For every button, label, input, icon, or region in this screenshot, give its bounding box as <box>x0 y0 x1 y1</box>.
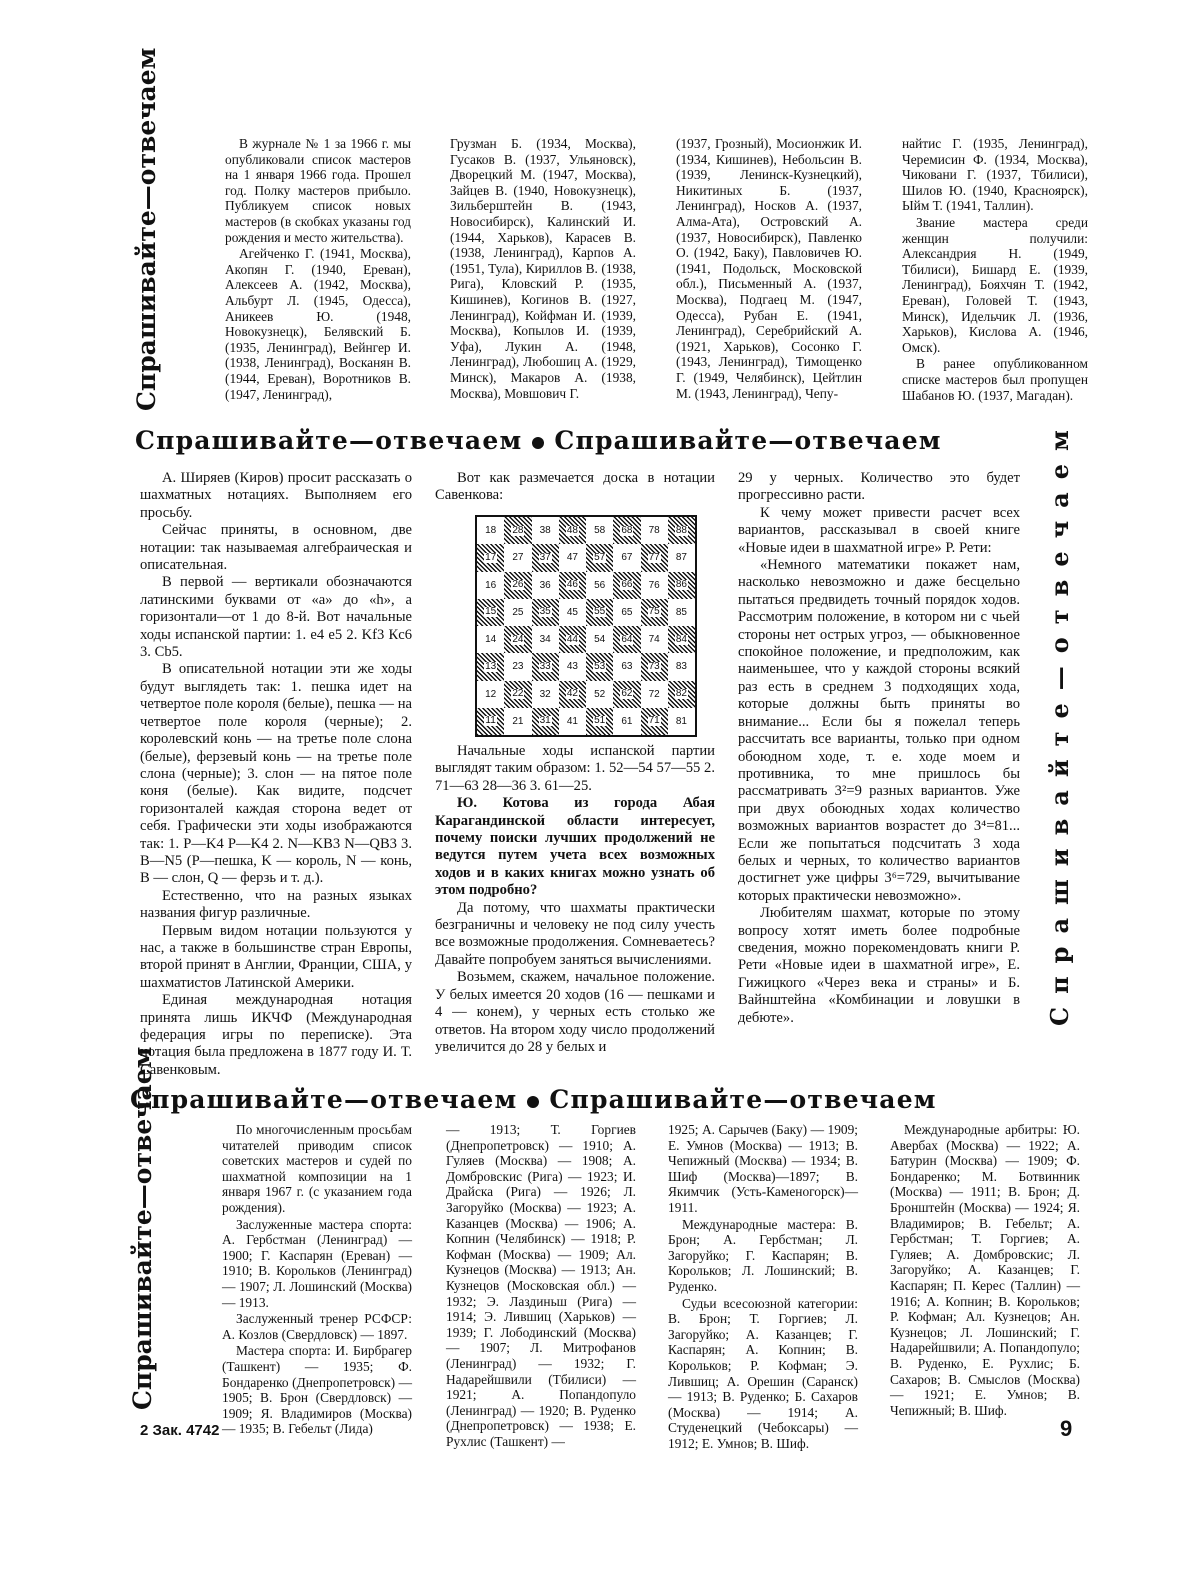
bottom-col-2 <box>446 1122 636 1450</box>
paragraph: Международные арбитры: Ю. Авербах (Москва) — 1922; А. Батурин (Москва) — 1909; Ф. Бондаренко; М. Ботвинник (Москва) — 1911; В. Брон; Д. Бронштейн (Москва) — 1924; Я. Владимиров; В. Гебельт; А. Гербстман; Т. Горгиев; А. Гуляев; А. Домбровскис; Л. Загоруйко; А. Казанцев; Г. Каспарян; П. Керес (Таллин) — 1916; А. Копнин; В. Корольков; Р. Кофман; Ал. Кузнецов; Ан. Кузнецов; Л. Лошинский; Г. Надарейшвили; А. Попандопуло; В. Руденко, Е. Рухлис; Б. Сахаров; В. Смыслов (Москва) — 1921; Е. Умнов; В. Чепижный; В. Шиф. <box>890 1122 1080 1418</box>
board-square <box>668 708 695 735</box>
square-label: 12 <box>485 688 497 700</box>
paragraph: Заслуженный тренер РСФСР: А. Козлов (Свердловск) — 1897. <box>222 1311 412 1342</box>
board-square <box>641 626 668 653</box>
board-square <box>586 572 613 599</box>
square-label: 74 <box>648 634 660 646</box>
square-label: 23 <box>512 661 524 673</box>
board-square <box>668 544 695 571</box>
paragraph: Возьмем, скажем, начальное положение. У белых имеется 20 ходов (16 — пешками и 4 — конем), у черных есть столько же ответов. На втором ходу число продолжений увеличится до 28 у белых и <box>435 969 715 1055</box>
top-col1-intro: В журнале № 1 за 1966 г. мы опубликовали список мастеров на 1 января 1966 года. Прошел год. Полку мастеров прибыло. Публикуем список новых мастеров (в скобках указаны год рождения и место жительства). <box>225 136 411 245</box>
square-label: 11 <box>485 715 496 727</box>
square-label: 68 <box>621 524 633 536</box>
board-square <box>504 653 531 680</box>
board-square <box>532 599 559 626</box>
board-square <box>641 681 668 708</box>
bullet-icon <box>532 437 544 449</box>
square-label: 28 <box>512 524 524 536</box>
board-square <box>559 708 586 735</box>
paragraph: Да потому, что шахматы практически безграничны и человеку не под силу учесть все возможные продолжения. Сомневаетесь? Давайте попробуем заняться вычислениями. <box>435 899 715 968</box>
paragraph: К чему может привести расчет всех вариантов, рассказывал в своей книге «Новые идеи в шахматной игре» Р. Рети: <box>738 504 1020 556</box>
square-label: 36 <box>539 579 551 591</box>
board-square <box>477 708 504 735</box>
board-square <box>668 572 695 599</box>
board-square <box>477 653 504 680</box>
top-col-1 <box>225 136 411 403</box>
square-label: 83 <box>675 661 687 673</box>
square-label: 76 <box>648 579 660 591</box>
board-square <box>504 626 531 653</box>
board-square <box>559 681 586 708</box>
bottom-col-4 <box>890 1122 1080 1419</box>
paragraph: По многочисленным просьбам читателей приводим список советских мастеров и судей по шахматной композиции на 1 января 1967 г. (с указанием года рождения). <box>222 1122 412 1215</box>
top-col-3 <box>676 136 862 402</box>
board-square <box>559 572 586 599</box>
top-col4-women: Звание мастера среди женщин получили: Александрия Н. (1949, Тбилиси), Бишард Е. (1939, Ленинград), Бояхчян Т. (1942, Ереван), Головей Т. (1943, Минск), Идельчик Л. (1936, Харьков), Кислова А. (1946, Омск). <box>902 214 1088 355</box>
top-col4-list: найтис Г. (1935, Ленинград), Черемисин Ф. (1934, Москва), Чиковани Г. (1937, Тбилиси), Шилов Ю. (1940, Красноярск), Ыйм Т. (1941, Таллин). <box>902 136 1088 214</box>
square-label: 17 <box>485 551 497 563</box>
paragraph: В описательной нотации эти же ходы будут выглядеть так: 1. пешка идет на четвертое поле короля (белые), пешка — на четвертое поле короля (черные); 2. королевский конь — на третье поле слона (белые), ферзевый конь — на третье поле слона (черные); 3. слон — на пятое поле коня (белые). Как видите, подсчет горизонталей каждая сторона ведет от себя. Графически эти ходы изображаются так: 1. P—K4 P—K4 2. N—KB3 N—QB3 3. B—N5 (P—пешка, K — король, N — конь, B — слон, Q — ферзь и т. д.). <box>140 661 412 887</box>
square-label: 15 <box>485 606 497 618</box>
board-square <box>532 626 559 653</box>
board-square <box>668 653 695 680</box>
side-label-text: Спрашивайте—отвечаем <box>1045 417 1074 1026</box>
paragraph: Судьи всесоюзной категории: В. Брон; Т. Горгиев; Л. Загоруйко; А. Казанцев; Г. Каспарян; А. Копнин; В. Корольков; Р. Кофман; Э. Лившиц; А. Орешин (Саранск) — 1913; В. Руденко; Б. Сахаров (Москва) — 1914; А. Студенецкий (Чебоксары) —1912; Е. Умнов; В. Шиф. <box>668 1295 858 1451</box>
board-square <box>668 599 695 626</box>
middle-question-1: А. Ширяев (Киров) просит рассказать о шахматных нотациях. Выполняем его просьбу. <box>140 470 412 521</box>
square-label: 64 <box>621 633 633 645</box>
square-label: 73 <box>648 660 660 672</box>
board-square <box>477 681 504 708</box>
page-number: 9 <box>1060 1416 1073 1441</box>
side-label-right <box>1045 417 1074 1042</box>
square-label: 38 <box>539 525 551 537</box>
side-label-top-left <box>132 47 161 411</box>
top-col3-list: (1937, Грозный), Мосионжик И. (1934, Кишинев), Небольсин В. (1939, Ленинск-Кузнецкий), Никитиных Б. (1937, Ленинград), Носков А. (1937, Алма-Ата), Островский А. (1937, Новосибирск), Павленко О. (1942, Баку), Павловичев Ю. (1941, Подольск, Московской обл.), Письменный А. (1937, Москва), Подгаец М. (1947, Одесса), Рубан Е. (1941, Ленинград), Серебрийский А. (1921, Харьков), Сосонко Г. (1943, Ленинград), Тимощенко Г. (1949, Челябинск), Цейтлин М. (1943, Ленинград), Чепу- <box>676 136 862 401</box>
chess-board-diagram <box>475 515 697 737</box>
square-label: 21 <box>512 715 524 727</box>
square-label: 86 <box>675 579 687 591</box>
board-square <box>532 653 559 680</box>
board-square <box>641 708 668 735</box>
square-label: 27 <box>512 552 524 564</box>
top-col-4 <box>902 136 1088 404</box>
square-label: 71 <box>648 715 660 727</box>
board-square <box>668 626 695 653</box>
board-square <box>477 626 504 653</box>
middle-col-3 <box>738 470 1020 1027</box>
square-label: 41 <box>566 715 578 727</box>
square-label: 85 <box>675 606 687 618</box>
board-square <box>613 572 640 599</box>
square-label: 84 <box>675 633 687 645</box>
paragraph: Первым видом нотации пользуются у нас, а также в большинстве стран Европы, второй принят в Англии, Франции, США, у шахматистов Латинской Америки. <box>140 922 412 991</box>
bottom-col-3 <box>668 1122 858 1452</box>
board-square <box>532 517 559 544</box>
square-label: 67 <box>621 552 633 564</box>
square-label: 53 <box>594 660 606 672</box>
board-square <box>559 599 586 626</box>
square-label: 75 <box>648 606 660 618</box>
paragraph: 29 у черных. Количество это будет прогрессивно расти. <box>738 470 1020 504</box>
board-square <box>586 708 613 735</box>
square-label: 82 <box>675 688 687 700</box>
square-label: 37 <box>539 551 551 563</box>
square-label: 42 <box>566 688 578 700</box>
square-label: 31 <box>539 715 551 727</box>
board-square <box>641 599 668 626</box>
side-label-text: Спрашивайте—отвечаем <box>132 47 161 411</box>
middle-col-1 <box>140 470 412 1079</box>
board-square <box>504 544 531 571</box>
bullet-icon <box>527 1096 539 1108</box>
board-square <box>641 653 668 680</box>
top-col-2 <box>450 136 636 402</box>
top-col2-list: Грузман Б. (1934, Москва), Гусаков В. (1937, Ульяновск), Дворецкий М. (1947, Москва), Зайцев В. (1940, Новокузнецк), Зильберштейн В. (1943, Новосибирск), Калинский И. (1944, Харьков), Карасев В. (1938, Ленинград), Карпов А. (1951, Тула), Кириллов В. (1938, Рига), Кловский Р. (1935, Кишинев), Когинов В. (1927, Ленинград), Койфман И. (1939, Москва), Копылов И. (1939, Уфа), Лукин А. (1948, Ленинград), Любошиц А. (1929, Минск), Макаров А. (1938, Москва), Мовшович Г. <box>450 136 636 401</box>
paragraph: Естественно, что на разных языках названия фигур различные. <box>140 887 412 922</box>
board-square <box>586 599 613 626</box>
banner-text: Спрашивайте—отвечаем <box>130 1085 518 1114</box>
paragraph: Начальные ходы испанской партии выглядят таким образом: 1. 52—54 57—55 2. 71—63 28—36 3. 61—25. <box>435 743 715 794</box>
square-label: 58 <box>594 525 606 537</box>
banner-text: Спрашивайте—отвечаем <box>135 426 523 455</box>
board-square <box>559 626 586 653</box>
square-label: 24 <box>512 633 524 645</box>
board-square <box>532 681 559 708</box>
square-label: 81 <box>675 715 687 727</box>
square-label: 18 <box>485 525 497 537</box>
board-square <box>504 708 531 735</box>
banner-text: Спрашивайте—отвечаем <box>549 1085 937 1114</box>
top-col4-note: В ранее опубликованном списке мастеров был пропущен Шабанов Ю. (1937, Магадан). <box>902 356 1088 403</box>
square-label: 16 <box>485 579 497 591</box>
square-label: 32 <box>539 688 551 700</box>
middle-question-2: Ю. Котова из города Абая Карагандинской области интересует, почему поиски лучших продолжений не ведутся путем учета всех возможных ходов и в каких книгах можно узнать об этом подробно? <box>435 795 715 899</box>
paragraph: Международные мастера: В. Брон; А. Гербстман; Л. Загоруйко; Г. Каспарян; В. Корольков; Л. Лошинский; В. Руденко. <box>668 1216 858 1294</box>
board-square <box>613 681 640 708</box>
order-number: 2 Зак. 4742 <box>140 1422 220 1439</box>
middle-col-2 <box>435 743 715 1056</box>
side-label-bottom-left <box>128 1046 157 1410</box>
square-label: 55 <box>594 606 606 618</box>
square-label: 87 <box>675 552 687 564</box>
board-square <box>477 544 504 571</box>
board-square <box>586 681 613 708</box>
board-square <box>613 708 640 735</box>
square-label: 26 <box>512 579 524 591</box>
board-square <box>477 599 504 626</box>
section-banner-2 <box>130 1085 937 1114</box>
board-square <box>504 517 531 544</box>
board-square <box>641 572 668 599</box>
square-label: 33 <box>539 660 551 672</box>
square-label: 57 <box>594 551 606 563</box>
square-label: 43 <box>566 661 578 673</box>
board-square <box>532 572 559 599</box>
square-label: 78 <box>648 525 660 537</box>
square-label: 46 <box>566 579 578 591</box>
top-col1-list: Агейченко Г. (1941, Москва), Акопян Г. (1940, Ереван), Алексеев А. (1942, Москва), Альбурт Л. (1945, Одесса), Аникеев Ю. (1948, Новокузнецк), Белявский Б. (1935, Ленинград), Вейнгер И. (1938, Ленинград), Восканян В. (1944, Ереван), Воротников В. (1947, Ленинград), <box>225 246 411 402</box>
paragraph: В первой — вертикали обозначаются латинскими буквами от «а» до «h», а горизонтали—от 1 до 8-й. Вот начальные ходы испанской партии: 1. е4 е5 2. Kf3 Кc6 3. Cb5. <box>140 574 412 661</box>
paragraph: Единая международная нотация принята лишь ИКЧФ (Международная федерация игры по переписке). Эта нотация была предложена в 1877 году И. Т. Савенковым. <box>140 992 412 1078</box>
paragraph: Сейчас приняты, в основном, две нотации: так называемая алгебраическая и описательная. <box>140 522 412 574</box>
board-square <box>668 681 695 708</box>
square-label: 63 <box>621 661 633 673</box>
board-square <box>586 517 613 544</box>
board-square <box>613 653 640 680</box>
board-square <box>613 517 640 544</box>
square-label: 25 <box>512 606 524 618</box>
square-label: 44 <box>566 633 578 645</box>
square-label: 62 <box>621 688 633 700</box>
square-label: 35 <box>539 606 551 618</box>
board-square <box>586 626 613 653</box>
square-label: 52 <box>594 688 606 700</box>
square-label: 47 <box>566 552 578 564</box>
board-square <box>613 599 640 626</box>
section-banner-1 <box>135 426 942 455</box>
square-label: 65 <box>621 606 633 618</box>
square-label: 51 <box>594 715 606 727</box>
square-label: 77 <box>648 551 660 563</box>
banner-text: Спрашивайте—отвечаем <box>554 426 942 455</box>
board-square <box>477 572 504 599</box>
board-square <box>504 681 531 708</box>
board-intro: Вот как размечается доска в нотации Савенкова: <box>435 470 715 504</box>
square-label: 13 <box>485 660 497 672</box>
board-square <box>532 544 559 571</box>
square-label: 56 <box>594 579 606 591</box>
square-label: 72 <box>648 688 660 700</box>
paragraph: — 1913; Т. Горгиев (Днепропетровск) — 1910; А. Гуляев (Москва) — 1908; А. Домбровскис (Рига) — 1923; И. Драйска (Рига) — 1926; Л. Загоруйко (Москва) — 1923; А. Казанцев (Москва) — 1906; А. Копнин (Челябинск) — 1918; Р. Кофман (Москва) — 1909; Ал. Кузнецов (Москва) — 1913; Ан. Кузнецов (Московская обл.) — 1932; Э. Лаздиньш (Рига) — 1914; Э. Лившиц (Харьков) — 1939; Г. Лободинский (Москва) — 1907; Л. Митрофанов (Ленинград) — 1932; Г. Надарейшвили (Тбилиси) — 1921; А. Попандопуло (Ленинград) — 1920; В. Руденко (Днепропетровск) — 1938; Е. Рухлис (Ташкент) — <box>446 1122 636 1449</box>
middle-col-2-intro <box>435 470 715 505</box>
board-square <box>559 653 586 680</box>
paragraph: Мастера спорта: И. Бирбрагер (Ташкент) — 1935; Ф. Бондаренко (Днепропетровск) — 1905; В. Брон (Свердловск) — 1909; Я. Владимиров (Москва) — 1935; В. Гебельт (Лида) <box>222 1343 412 1437</box>
board-square <box>586 653 613 680</box>
board-square <box>504 572 531 599</box>
board-square <box>504 599 531 626</box>
board-square <box>559 517 586 544</box>
paragraph: Заслуженные мастера спорта: А. Гербстман (Ленинград) — 1900; Г. Каспарян (Ереван) — 1910; В. Корольков (Ленинград) — 1907; Л. Лошинский (Москва) — 1913. <box>222 1216 412 1310</box>
bottom-col-1 <box>222 1122 412 1438</box>
board-square <box>641 517 668 544</box>
board-square <box>477 517 504 544</box>
square-label: 14 <box>485 634 497 646</box>
quote-paragraph: «Немного математики покажет нам, насколько невозможно и даже бесцельно пытаться предвидеть точный порядок ходов. Рассмотрим положение, в котором ни с чьей стороны нет острых угроз, — обыкновенное спокойное положение, и предположим, как наименьшее, что у каждой стороны всякий раз есть в среднем 3 подходящих хода, которые должны быть приняты во внимание... Если бы я пожелал теперь рассчитать все варианты, только при одном обоюдном ходе, т. е. ходе моем и противника, то мне пришлось бы рассматривать 3²=9 разных вариантов. Уже при двух обоюдных ходах количество возможных вариантов возрастет до 3⁴=81... Если же попытаться подсчитать 3 хода белых и черных, то количество вариантов достигнет уже цифры 3⁶=729, вычитывание которых практически невозможно». <box>738 557 1020 904</box>
square-label: 61 <box>621 715 633 727</box>
board-square <box>586 544 613 571</box>
board-square <box>613 626 640 653</box>
board-square <box>641 544 668 571</box>
square-label: 45 <box>566 606 578 618</box>
paragraph: Любителям шахмат, которые по этому вопросу хотят иметь более подробные сведения, можно порекомендовать книги Р. Рети «Новые идеи в шахматной игре», Е. Гижицкого «Через века и страны» и Б. Вайнштейна «Комбинации и ловушки в дебюте». <box>738 905 1020 1026</box>
board-square <box>559 544 586 571</box>
side-label-text: Спрашивайте—отвечаем <box>128 1046 157 1410</box>
square-label: 22 <box>512 688 524 700</box>
board-square <box>532 708 559 735</box>
paragraph: 1925; А. Сарычев (Баку) — 1909; Е. Умнов (Москва) — 1913; В. Чепижный (Москва) — 1934; В. Шиф (Москва)—1897; В. Якимчик (Усть-Каменогорск)—1911. <box>668 1122 858 1215</box>
square-label: 48 <box>566 524 578 536</box>
square-label: 34 <box>539 634 551 646</box>
board-square <box>668 517 695 544</box>
square-label: 88 <box>675 524 687 536</box>
square-label: 66 <box>621 579 633 591</box>
square-label: 54 <box>594 634 606 646</box>
board-square <box>613 544 640 571</box>
